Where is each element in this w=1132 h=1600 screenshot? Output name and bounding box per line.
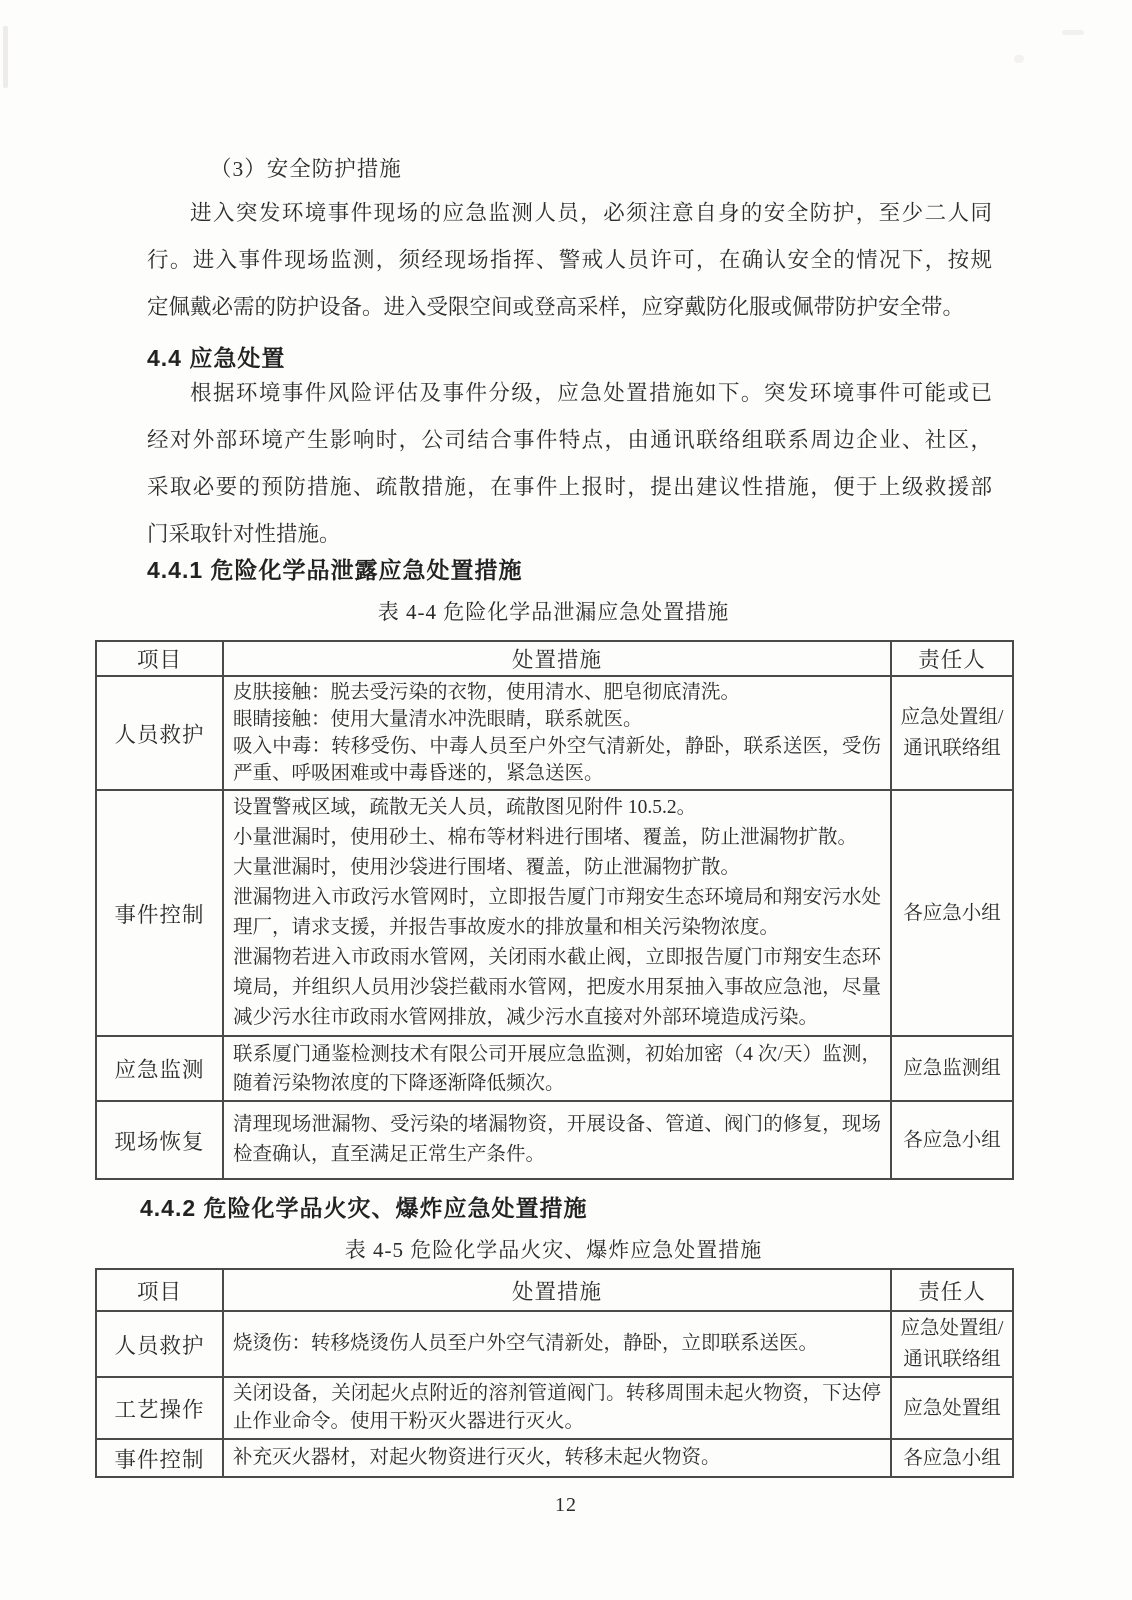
row-item-label: 工艺操作 <box>96 1377 223 1439</box>
paragraph-line: 进入突发环境事件现场的应急监测人员，必须注意自身的安全防护，至少二人同 <box>190 201 992 225</box>
column-header-item: 项目 <box>96 1269 223 1311</box>
scan-artifact <box>3 26 8 88</box>
measure-line: 境局，并组织人员用沙袋拦截雨水管网，把废水用泵抽入事故应急池，尽量 <box>233 977 881 998</box>
row-measures <box>223 1377 891 1439</box>
column-header-measures: 处置措施 <box>223 641 891 676</box>
table-row <box>96 676 1013 790</box>
row-item-label: 事件控制 <box>96 1439 223 1477</box>
measure-line: 皮肤接触：脱去受污染的衣物，使用清水、肥皂彻底清洗。 <box>233 682 741 703</box>
scan-artifact <box>1014 55 1024 63</box>
row-measures <box>223 1036 891 1101</box>
column-header-responsible: 责任人 <box>891 1269 1013 1311</box>
section-4-4-paragraph <box>147 370 992 558</box>
table-4-5 <box>95 1268 1014 1478</box>
measure-line: 小量泄漏时，使用砂土、棉布等材料进行围堵、覆盖，防止泄漏物扩散。 <box>233 827 858 848</box>
scan-artifact <box>1062 30 1084 35</box>
table-row <box>96 1439 1013 1477</box>
measure-line: 理厂，请求支援，并报告事故废水的排放量和相关污染物浓度。 <box>233 917 780 938</box>
row-responsible: 各应急小组 <box>891 790 1013 1036</box>
measure-line: 泄漏物进入市政污水管网时，立即报告厦门市翔安生态环境局和翔安污水处 <box>233 887 881 908</box>
measure-line: 清理现场泄漏物、受污染的堵漏物资，开展设备、管道、阀门的修复，现场 <box>233 1114 881 1135</box>
measure-line: 严重、呼吸困难或中毒昏迷的，紧急送医。 <box>233 763 604 784</box>
table-row <box>96 1311 1013 1377</box>
row-responsible: 应急处置组/通讯联络组 <box>891 676 1013 790</box>
paragraph-line: 行。进入事件现场监测，须经现场指挥、警戒人员许可，在确认安全的情况下，按规 <box>147 248 992 272</box>
table-header-row <box>96 1269 1013 1311</box>
row-measures <box>223 1439 891 1477</box>
section-4-4-2-heading: 4.4.2 危险化学品火灾、爆炸应急处置措施 <box>140 1195 588 1221</box>
measure-line: 大量泄漏时，使用沙袋进行围堵、覆盖，防止泄漏物扩散。 <box>233 857 741 878</box>
measure-line: 烧烫伤：转移烧烫伤人员至户外空气清新处，静卧，立即联系送医。 <box>233 1333 819 1354</box>
measure-line: 设置警戒区域，疏散无关人员，疏散图见附件 10.5.2。 <box>233 797 697 818</box>
table-4-4-caption: 表 4-4 危险化学品泄漏应急处置措施 <box>377 600 730 624</box>
measure-line: 联系厦门通鉴检测技术有限公司开展应急监测，初始加密（4 次/天）监测， <box>233 1043 881 1065</box>
row-item-label: 现场恢复 <box>96 1101 223 1179</box>
paragraph-line: 定佩戴必需的防护设备。进入受限空间或登高采样，应穿戴防化服或佩带防护安全带。 <box>147 295 965 319</box>
measure-line: 关闭设备，关闭起火点附近的溶剂管道阀门。转移周围未起火物资，下达停 <box>233 1383 881 1404</box>
table-row <box>96 1377 1013 1439</box>
section-4-4-1-heading: 4.4.1 危险化学品泄露应急处置措施 <box>147 557 523 583</box>
table-4-4 <box>95 640 1014 1180</box>
row-item-label: 应急监测 <box>96 1036 223 1101</box>
row-item-label: 事件控制 <box>96 790 223 1036</box>
page-number: 12 <box>555 1494 577 1516</box>
measure-line: 泄漏物若进入市政雨水管网，关闭雨水截止阀，立即报告厦门市翔安生态环 <box>233 947 881 968</box>
row-item-label: 人员救护 <box>96 676 223 790</box>
intro-paragraph <box>147 190 992 331</box>
row-measures <box>223 790 891 1036</box>
row-responsible: 应急处置组 <box>891 1377 1013 1439</box>
table-4-5-caption: 表 4-5 危险化学品火灾、爆炸应急处置措施 <box>344 1238 763 1262</box>
column-header-item: 项目 <box>96 641 223 676</box>
paragraph-line: 经对外部环境产生影响时，公司结合事件特点，由通讯联络组联系周边企业、社区， <box>147 428 992 452</box>
column-header-measures: 处置措施 <box>223 1269 891 1311</box>
row-item-label: 人员救护 <box>96 1311 223 1377</box>
section-4-4-heading: 4.4 应急处置 <box>147 345 286 371</box>
row-responsible: 应急处置组/通讯联络组 <box>891 1311 1013 1377</box>
row-measures <box>223 1101 891 1179</box>
measure-line: 补充灭火器材，对起火物资进行灭火，转移未起火物资。 <box>233 1447 721 1468</box>
row-measures <box>223 1311 891 1377</box>
table-row <box>96 790 1013 1036</box>
row-measures <box>223 676 891 790</box>
measure-line: 止作业命令。使用干粉灭火器进行灭火。 <box>233 1411 585 1432</box>
item-3-heading: （3）安全防护措施 <box>210 157 402 181</box>
measure-line: 检查确认，直至满足正常生产条件。 <box>233 1144 546 1165</box>
paragraph-line: 根据环境事件风险评估及事件分级，应急处置措施如下。突发环境事件可能或已 <box>190 381 992 405</box>
measure-line: 眼睛接触：使用大量清水冲洗眼睛，联系就医。 <box>233 709 643 730</box>
measure-line: 随着污染物浓度的下降逐渐降低频次。 <box>233 1072 565 1094</box>
column-header-responsible: 责任人 <box>891 641 1013 676</box>
table-row <box>96 1101 1013 1179</box>
row-responsible: 各应急小组 <box>891 1101 1013 1179</box>
row-responsible: 应急监测组 <box>891 1036 1013 1101</box>
table-header-row <box>96 641 1013 676</box>
row-responsible: 各应急小组 <box>891 1439 1013 1477</box>
measure-line: 吸入中毒：转移受伤、中毒人员至户外空气清新处，静卧，联系送医，受伤 <box>233 736 881 757</box>
measure-line: 减少污水往市政雨水管网排放，减少污水直接对外部环境造成污染。 <box>233 1007 819 1028</box>
paragraph-line: 采取必要的预防措施、疏散措施，在事件上报时，提出建议性措施，便于上级救援部 <box>147 475 992 499</box>
table-row <box>96 1036 1013 1101</box>
paragraph-line: 门采取针对性措施。 <box>147 522 341 546</box>
